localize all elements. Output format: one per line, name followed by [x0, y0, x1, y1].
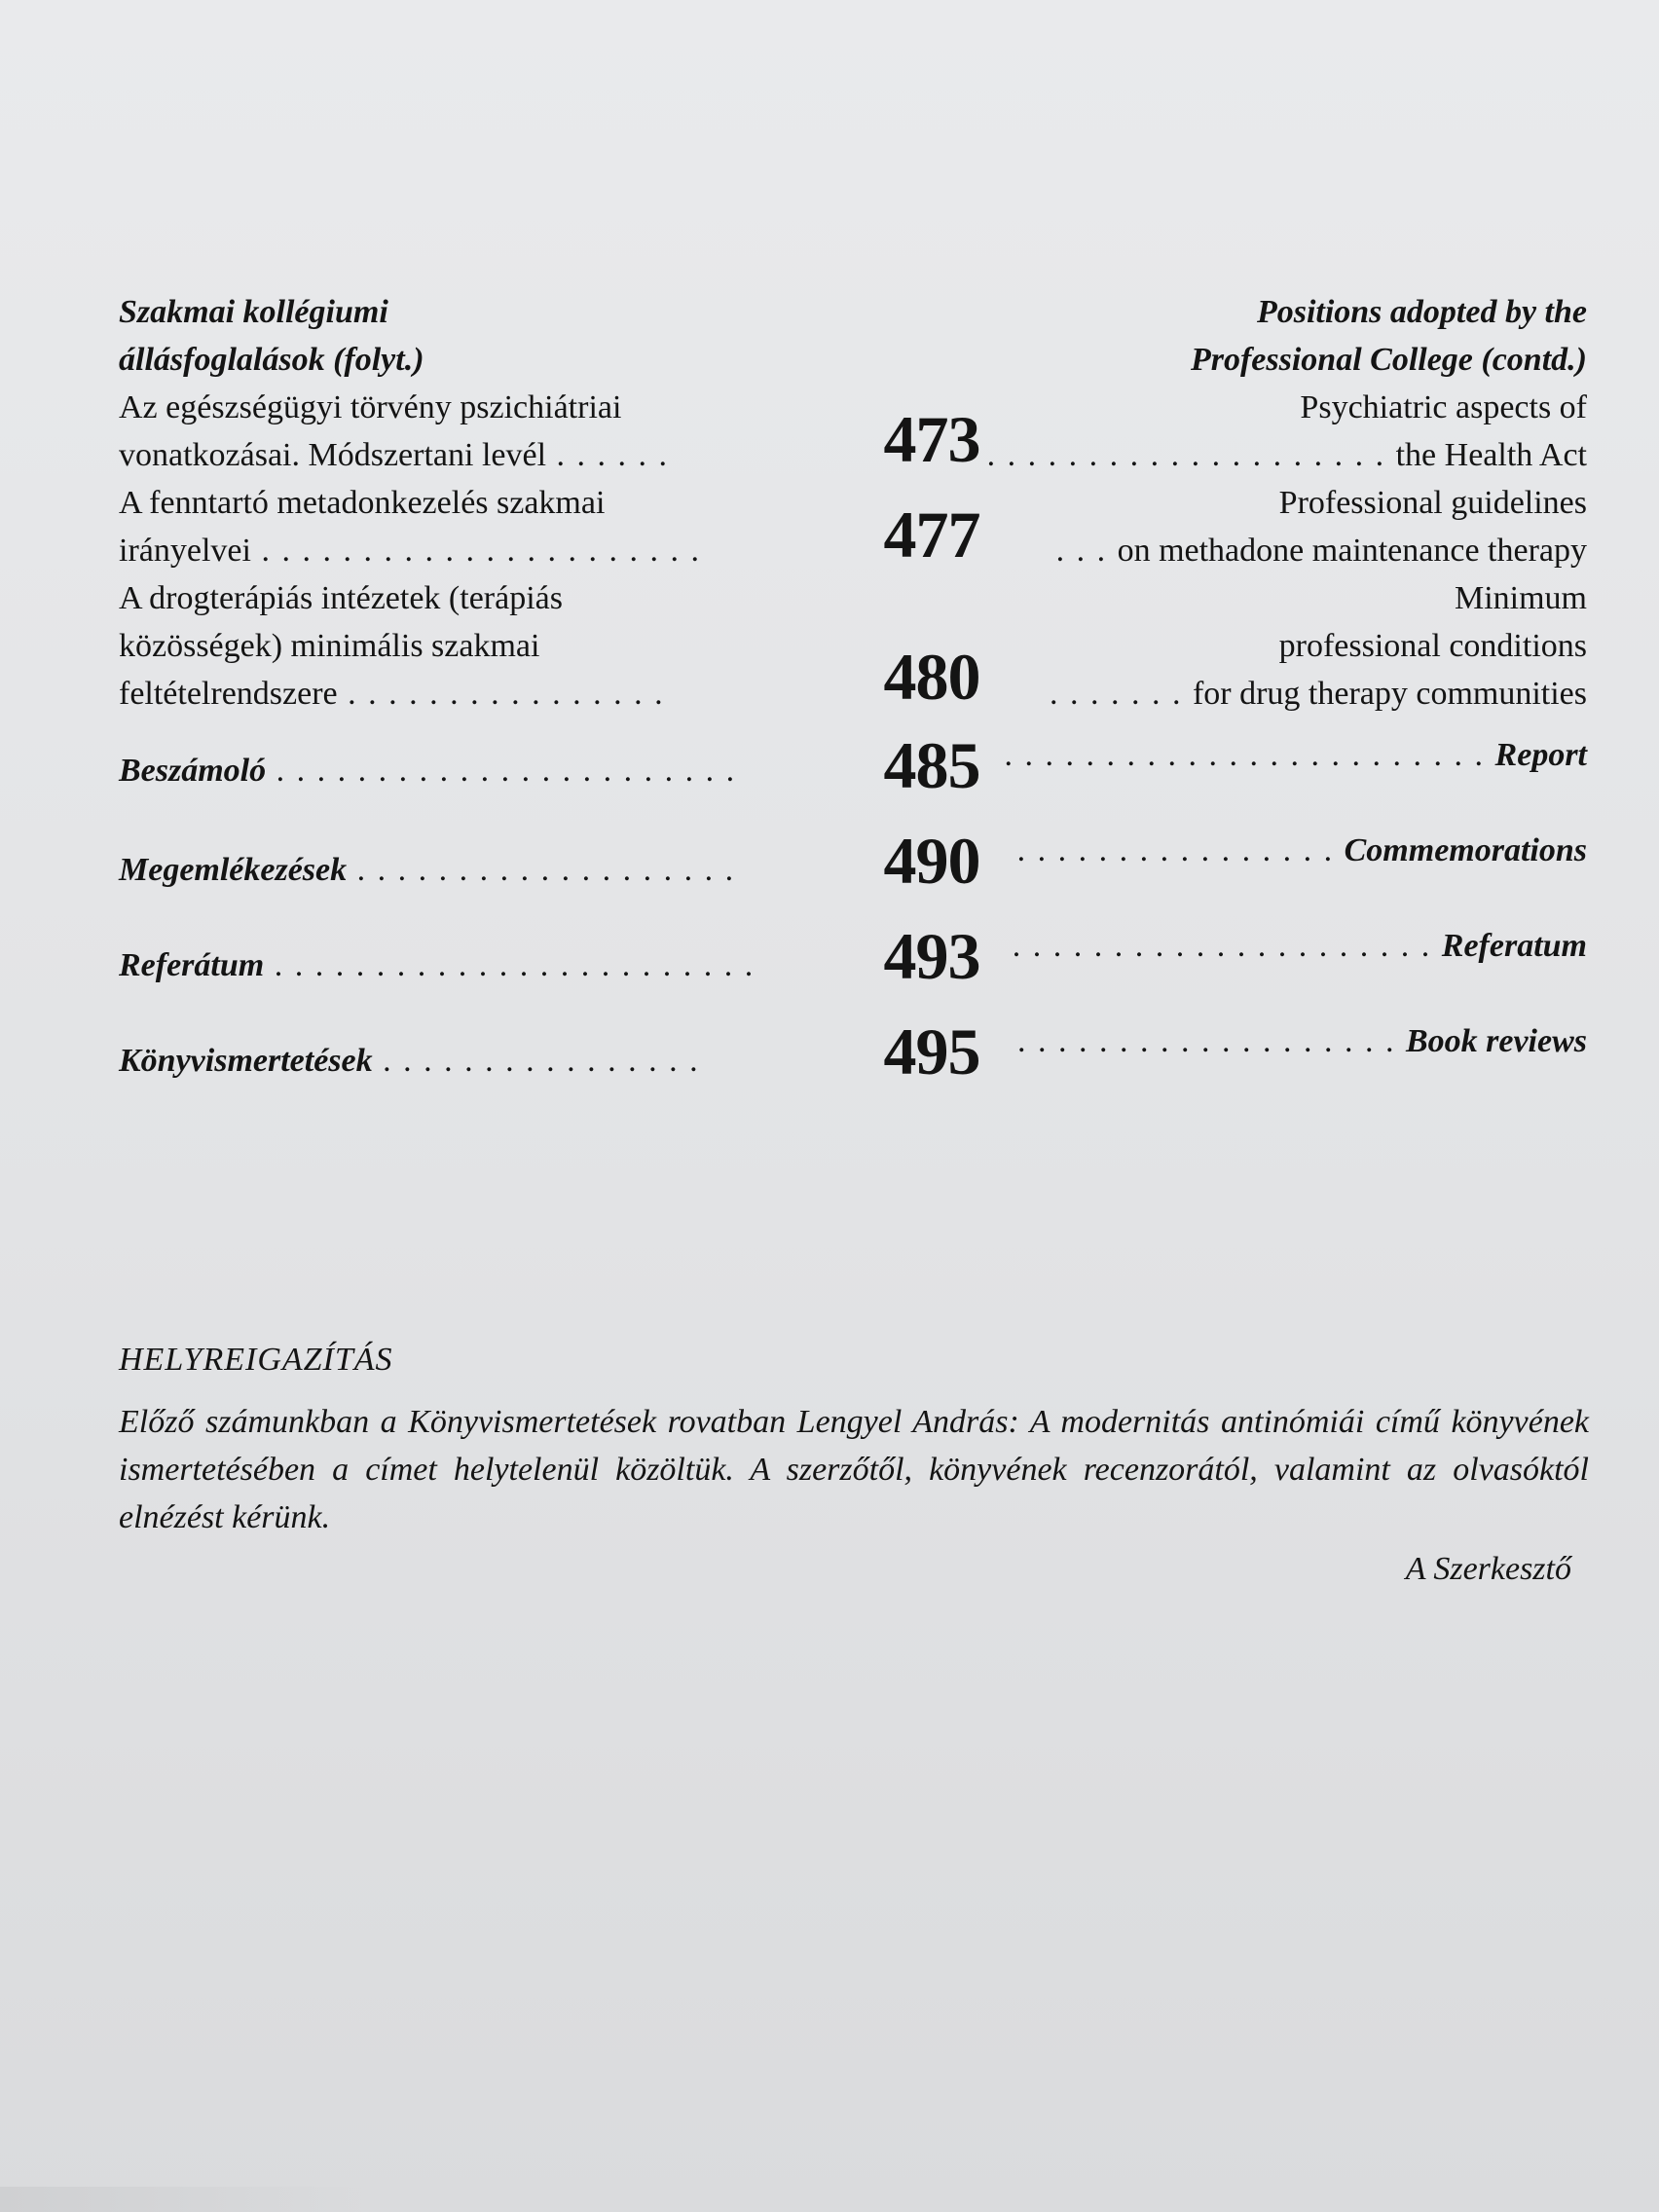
entry-title-line: irányelvei [119, 533, 251, 569]
header-right-line-2: Professional College (contd.) [1190, 342, 1587, 378]
correction-body: Előző számunkban a Könyvismertetések rovatban Lengyel András: A modernitás antinómiái című könyvének ismertetésében a címet helytelenül közöltük. A szerzőtől, könyvének recenzorától, valamint az olvasóktól elnézést kérünk. [119, 1404, 1589, 1535]
entry-english-line: the Health Act [1395, 437, 1587, 473]
leader-dots: . . . . . . . . . . . . . . . . . . . . . . . . [264, 947, 756, 983]
toc-entry [119, 479, 1587, 574]
entry-english-line: Professional guidelines [1278, 485, 1587, 521]
bottom-edge-shadow [0, 2187, 370, 2212]
page-number: 480 [883, 640, 980, 714]
toc-section-header [119, 288, 1587, 384]
leader-dots: . . . . . . . . . . . . . . . . [337, 676, 665, 712]
header-left-line-2: állásfoglalások (folyt.) [119, 342, 424, 378]
leader-dots: . . . . . . . . . . . . . . . . [1016, 832, 1345, 868]
leader-dots: . . . . . . . . . . . . . . . . . . . . . . [250, 533, 701, 569]
leader-dots: . . . . . . . . . . . . . . . . . . . [1016, 1023, 1406, 1059]
leader-dots: . . . . . . . . . . . . . . . . . . . . . . . [266, 753, 737, 789]
leader-dots: . . . . . . . . . . . . . . . . . . . . . . . . [1004, 737, 1495, 773]
entry-english-line: Minimum [1454, 580, 1587, 616]
entry-title-line: feltételrendszere [119, 676, 338, 712]
section-title-en: Referatum [1441, 928, 1587, 964]
entry-title-line: A fenntartó metadonkezelés szakmai [119, 485, 606, 521]
toc-section-entry [119, 908, 1587, 1004]
section-title-hu: Könyvismertetések [119, 1043, 373, 1079]
toc-entry [119, 384, 1587, 479]
entry-english-line: on methadone maintenance therapy [1117, 533, 1587, 569]
page-number: 490 [883, 824, 980, 898]
section-title-hu: Megemlékezések [119, 852, 348, 888]
page-number: 485 [883, 728, 980, 802]
toc-section-entry [119, 1004, 1587, 1099]
header-left-line-1: Szakmai kollégiumi [119, 294, 388, 330]
toc-entry [119, 574, 1587, 718]
leader-dots: . . . . . . . . . . . . . . . . . . . [347, 852, 736, 888]
toc-section-entry [119, 718, 1587, 813]
page-number: 473 [883, 402, 980, 476]
correction-title: HELYREIGAZÍTÁS [119, 1342, 393, 1378]
toc-section-entry [119, 813, 1587, 908]
table-of-contents [119, 288, 1587, 1099]
leader-dots: . . . . . . . . . . . . . . . . . . . . [986, 437, 1396, 473]
leader-dots: . . . . . . . . . . . . . . . . . . . . . [1012, 928, 1442, 964]
entry-english-line: professional conditions [1278, 628, 1587, 664]
section-title-en: Report [1494, 737, 1587, 773]
leader-dots: . . . . . . . [1049, 676, 1193, 712]
entry-title-line: A drogterápiás intézetek (terápiás [119, 580, 563, 616]
leader-dots: . . . [1055, 533, 1118, 569]
page-number: 477 [883, 498, 980, 571]
section-title-en: Book reviews [1405, 1023, 1587, 1059]
entry-title-line: Az egészségügyi törvény pszichiátriai [119, 389, 622, 425]
section-title-hu: Referátum [119, 947, 265, 983]
entry-title-line: közösségek) minimális szakmai [119, 628, 540, 664]
entry-english-line: Psychiatric aspects of [1300, 389, 1587, 425]
leader-dots: . . . . . . . . . . . . . . . . [372, 1043, 700, 1079]
correction-notice [119, 1336, 1589, 1594]
header-right-line-1: Positions adopted by the [1256, 294, 1587, 330]
entry-title-line: vonatkozásai. Módszertani levél [119, 437, 547, 473]
leader-dots: . . . . . . [546, 437, 670, 473]
editor-signature: A Szerkesztő [1405, 1551, 1571, 1587]
section-title-hu: Beszámoló [119, 753, 267, 789]
section-title-en: Commemorations [1344, 832, 1587, 868]
entry-english-line: for drug therapy communities [1192, 676, 1587, 712]
page-number: 495 [883, 1014, 980, 1088]
page-number: 493 [883, 919, 980, 993]
